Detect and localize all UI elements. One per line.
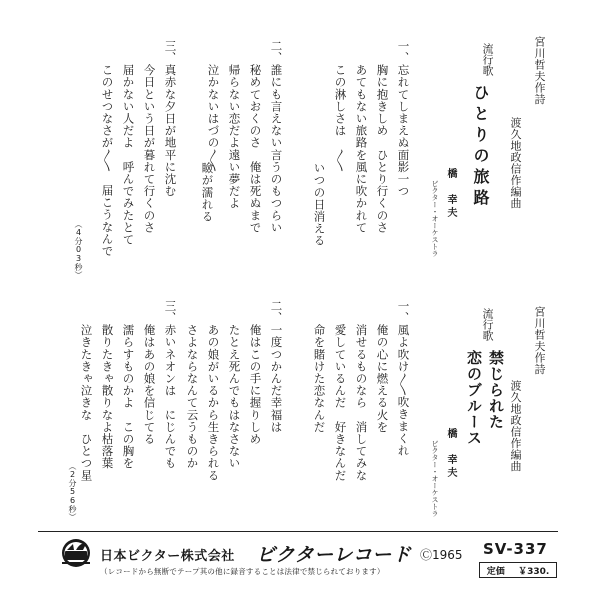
company-name: 日本ビクター株式会社 xyxy=(100,549,235,564)
b-verse3-line: 赤いネオンは にじんでも xyxy=(163,324,178,470)
victor-dog-logo-icon xyxy=(56,538,96,568)
b-verse2-line: あの娘がいるから生きられる xyxy=(206,324,221,482)
b-verse3-line: 泣きたきゃ泣きな ひとつ星 xyxy=(79,324,94,482)
b-verse1-line: 風よ吹け〳〵吹きまくれ xyxy=(396,324,411,457)
a-verse3-line: このせつなさが〳〵 届こうなんで xyxy=(100,64,115,257)
b-verse3-number: 三、 xyxy=(163,300,178,323)
a-verse3-number: 三、 xyxy=(163,40,178,63)
a-verse1-line: あてもない旅路を風に吹かれて xyxy=(354,64,369,234)
a-verse1-line: いつの日消える xyxy=(312,162,327,247)
a-verse2-line: 瞼が濡れる xyxy=(200,162,215,223)
b-verse2-line: 一度つかんだ幸福は xyxy=(269,324,284,433)
b-verse2-number: 二、 xyxy=(269,300,284,323)
b-verse1-line: 消せるものなら 消してみな xyxy=(354,324,369,482)
a-verse3-line: 真赤な夕日が地平に沈む xyxy=(163,64,178,198)
a-verse1-line: 胸に抱きしめ ひとり行くのさ xyxy=(375,64,390,234)
a-verse1-number: 一、 xyxy=(396,40,411,63)
a-verse1-line: 忘れてしまえぬ面影一つ xyxy=(396,64,411,198)
a-lyricist-credit: 宮川哲夫作詩 xyxy=(533,36,546,105)
b-verse1-line: 命を賭けた恋なんだ xyxy=(312,324,327,433)
brand-logo-text: ビクターレコード xyxy=(256,544,412,566)
b-verse2-line: 俺はこの手に握りしめ xyxy=(248,324,263,445)
b-verse2-line: さよならなんて云うものか xyxy=(185,324,200,470)
a-verse2-line: 秘めておくのさ 俺は死ぬまで xyxy=(248,64,263,234)
price-value: ￥330. xyxy=(518,566,550,577)
copyright-notice: Ⓒ1965 xyxy=(420,548,463,562)
b-verse1-number: 一、 xyxy=(396,300,411,323)
price-label: 定価 xyxy=(486,566,505,577)
b-verse1-line: 俺の心に燃える火を xyxy=(375,324,390,433)
footer-divider xyxy=(38,531,558,532)
a-singer: 橋 幸夫 xyxy=(445,168,456,220)
b-song-title-line1: 禁じられた xyxy=(487,350,505,430)
price-box xyxy=(479,562,557,578)
b-singer: 橋 幸夫 xyxy=(445,428,456,480)
a-verse2-line: 誰にも言えない言うのもつらい xyxy=(269,64,284,234)
a-composer-credit: 渡久地政信作編曲 xyxy=(509,117,522,209)
a-verse3-line: 届かない人だよ 呼んでみたとて xyxy=(121,64,136,246)
b-verse3-line: 俺はあの娘を信じてる xyxy=(142,324,157,445)
b-verse3-line: 散りたきゃ散りなよ枯落葉 xyxy=(100,324,115,470)
a-verse3-line: 今日という日が暮れて行くのさ xyxy=(142,64,157,234)
a-genre: 流行歌 xyxy=(481,43,494,76)
a-orchestra: ビクター・オーケストラ xyxy=(431,180,439,257)
catalog-number: SV-337 xyxy=(483,540,548,558)
a-verse1-line: この淋しさは 〳〵 xyxy=(333,64,348,173)
a-duration: （4分03秒） xyxy=(74,220,83,279)
a-verse2-line: 帰らない恋だよ遠い夢だよ xyxy=(227,64,242,210)
a-verse2-line: 泣かないはづの〳〵 xyxy=(206,64,221,173)
a-song-title: ひとりの旅路 xyxy=(471,84,490,210)
b-genre: 流行歌 xyxy=(481,308,494,341)
b-duration: （2分56秒） xyxy=(68,462,77,521)
b-orchestra: ビクター・オーケストラ xyxy=(431,440,439,517)
b-song-title-line2: 恋のブルース xyxy=(465,350,483,446)
b-verse1-line: 愛しているんだ 好きなんだ xyxy=(333,324,348,482)
a-verse2-number: 二、 xyxy=(269,40,284,63)
b-lyricist-credit: 宮川哲夫作詩 xyxy=(533,306,546,375)
b-composer-credit: 渡久地政信作編曲 xyxy=(509,380,522,472)
copyright-warning: （レコードから無断でテープ其の他に録音することは法律で禁じられております） xyxy=(100,567,385,576)
b-verse2-line: たとえ死んでもはなさない xyxy=(227,324,242,470)
b-verse3-line: 濡らすものかよ この胸を xyxy=(121,324,136,470)
